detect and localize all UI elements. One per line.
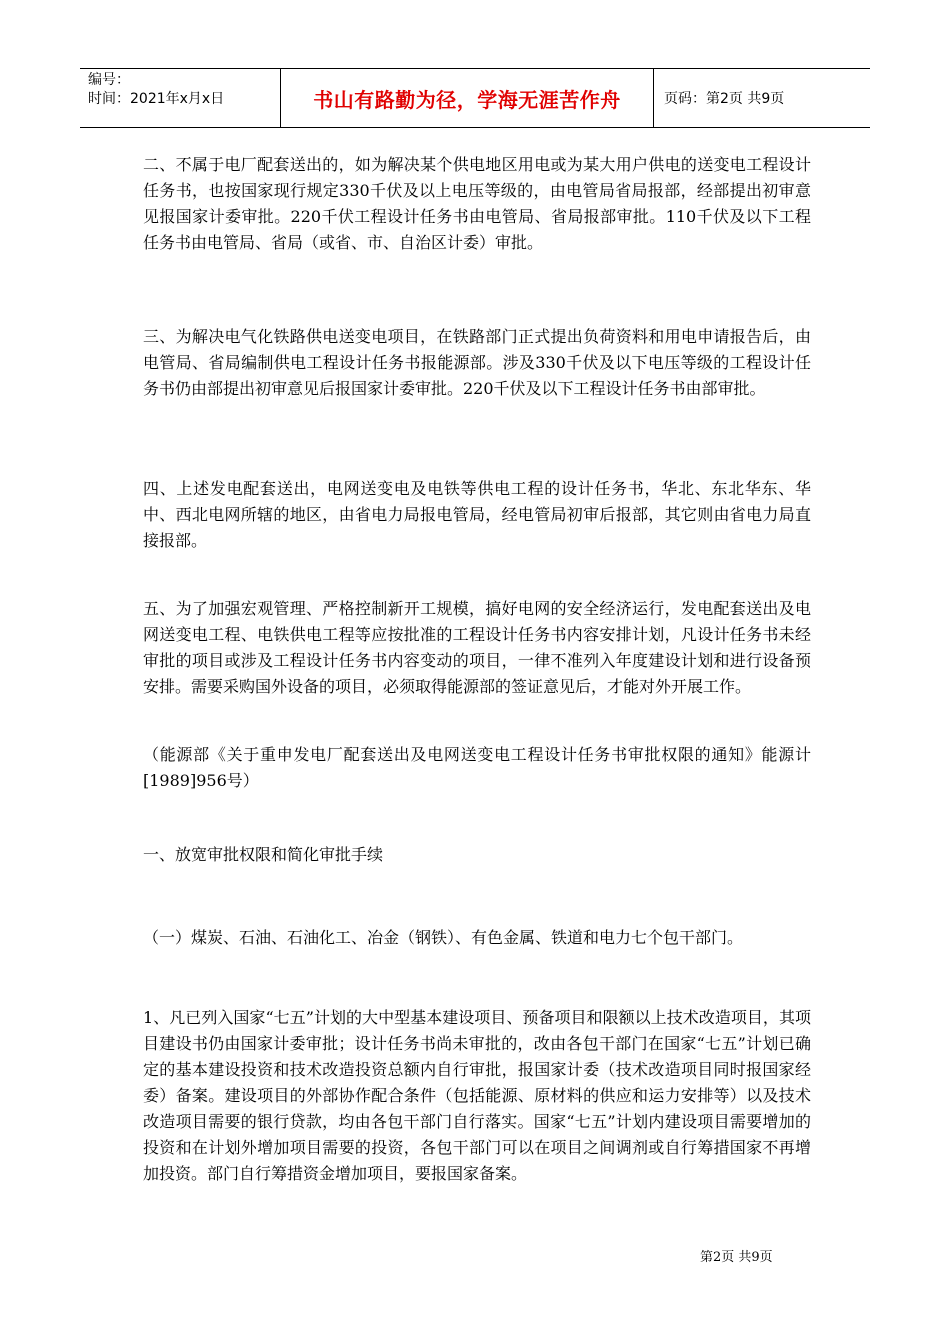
header-meta xyxy=(80,69,281,127)
paragraph-item-1: 1、凡已列入国家“七五”计划的大中型基本建设项目、预备项目和限额以上技术改造项目，其项目建设书仍由国家计委审批；设计任务书尚未审批的，改由各包干部门在国家“七五”计划已确定的基本建设投资和技术改造投资总额内自行审批，报国家计委（技术改造项目同时报国家经委）备案。建设项目的外部协作配合条件（包括能源、原材料的供应和运力安排等）以及技术改造项目需要的银行贷款，均由各包干部门自行落实。国家“七五”计划内建设项目需要增加的投资和在计划外增加项目需要的投资，各包干部门可以在项目之间调剂或自行筹措国家不再增加投资。部门自行筹措资金增加项目，要报国家备案。 xyxy=(143,1008,811,1183)
page-footer: 第2页 共9页 xyxy=(700,1250,773,1265)
page-header xyxy=(80,68,870,128)
paragraph-5: 五、为了加强宏观管理、严格控制新开工规模，搞好电网的安全经济运行，发电配套送出及电网送变电工程、电铁供电工程等应按批准的工程设计任务书内容安排计划，凡设计任务书未经审批的项目或涉及工程设计任务书内容变动的项目，一律不准列入年度建设计划和进行设备预安排。需要采购国外设备的项目，必须取得能源部的签证意见后，才能对外开展工作。 xyxy=(143,599,811,696)
header-page-number: 页码：第2页 共9页 xyxy=(664,91,785,107)
paragraph-4: 四、上述发电配套送出，电网送变电及电铁等供电工程的设计任务书，华北、东北华东、华中、西北电网所辖的地区，由省电力局报电管局，经电管局初审后报部，其它则由省电力局直接报部。 xyxy=(143,479,811,550)
subsection-heading: （一）煤炭、石油、石油化工、冶金（钢铁）、有色金属、铁道和电力七个包干部门。 xyxy=(143,928,744,947)
paragraph-3: 三、为解决电气化铁路供电送变电项目，在铁路部门正式提出负荷资料和用电申请报告后，由电管局、省局编制供电工程设计任务书报能源部。涉及330千伏及以下电压等级的工程设计任务书仍由部提出初审意见后报国家计委审批。220千伏及以下工程设计任务书由部审批。 xyxy=(143,327,811,398)
document-time-label: 时间：2021年x月x日 xyxy=(88,91,225,107)
citation: （能源部《关于重申发电厂配套送出及电网送变电工程设计任务书审批权限的通知》能源计[1989]956号） xyxy=(143,745,811,790)
header-motto: 书山有路勤为径，学海无涯苦作舟 xyxy=(281,69,654,127)
paragraph-2: 二、不属于电厂配套送出的，如为解决某个供电地区用电或为某大用户供电的送变电工程设计任务书，也按国家现行规定330千伏及以上电压等级的，由电管局省局报部，经部提出初审意见报国家计委审批。220千伏工程设计任务书由电管局、省局报部审批。110千伏及以下工程任务书由电管局、省局（或省、市、自治区计委）审批。 xyxy=(143,155,811,252)
document-number-label: 编号： xyxy=(88,72,130,88)
section-heading: 一、放宽审批权限和简化审批手续 xyxy=(143,845,384,864)
